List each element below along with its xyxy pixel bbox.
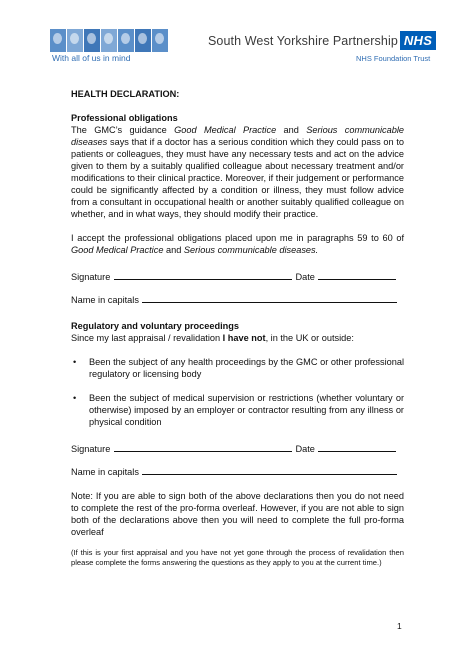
document-header [0, 0, 474, 70]
signature-row-2 [71, 442, 404, 455]
bullet-icon: • [73, 393, 77, 403]
trust-name: NHS Foundation Trust [356, 54, 431, 63]
acceptance-text [71, 232, 404, 256]
name-row-2 [71, 465, 404, 478]
list-item-text: Been the subject of medical supervision or restrictions (whether voluntary or otherwise) imposed by an employer or contractor resulting from any illness or physical condition [89, 393, 404, 427]
list-item [71, 356, 404, 380]
photo-tile [135, 29, 151, 52]
text-run: and [276, 125, 307, 135]
completion-note: Note: If you are able to sign both of the above declarations then you do not need to complete the rest of the pro-forma overleaf. However, if you are not able to sign both of the declarations above then you will need to complete the full pro-forma overleaf [71, 491, 404, 537]
declaration-list [71, 356, 404, 428]
guidance-title: Serious communicable diseases [71, 125, 404, 147]
list-item [71, 392, 404, 428]
text-run: I accept the professional obligations placed upon me in paragraphs 59 to 60 of [71, 233, 404, 243]
name-field[interactable] [142, 293, 397, 303]
photo-tile [101, 29, 117, 52]
nhs-logo: NHS [400, 31, 436, 50]
text-run: and [163, 245, 184, 255]
date-label: Date [295, 444, 315, 454]
page-title: HEALTH DECLARATION: [71, 89, 180, 99]
name-label: Name in capitals [71, 467, 139, 477]
page-number: 1 [397, 621, 402, 631]
text-run: The GMC’s guidance [71, 125, 175, 135]
signature-label: Signature [71, 444, 111, 454]
slogan: With all of us in mind [52, 53, 131, 63]
photo-tile [84, 29, 100, 52]
guidance-title: Good Medical Practice [71, 245, 164, 255]
name-label: Name in capitals [71, 295, 139, 305]
text-run: says that if a doctor has a serious condition which they could pass on to patients or colleagues, they must have any necessary tests and act on the advice given to them by a suitably qualified colleague about necessary treatment and/or modifications to their clinical practice. Moreover, if their judgement or performance could be significantly affected by a condition or illness, they must follow advice from a consultant in occupational health or another suitably qualified colleague on whether, and in what ways, they should modify their practice. [71, 137, 404, 219]
signature-row-1 [71, 270, 404, 283]
date-field[interactable] [318, 270, 396, 280]
date-field[interactable] [318, 442, 396, 452]
regulatory-intro [71, 332, 404, 344]
first-appraisal-note: (If this is your first appraisal and you have not yet gone through the process of revalidation then please complete the forms answering the questions as they apply to you at the current time.) [71, 548, 404, 567]
document-body [71, 88, 404, 568]
photo-tile [67, 29, 83, 52]
photo-tile [152, 29, 168, 52]
photo-tile [118, 29, 134, 52]
bullet-icon: • [73, 357, 77, 367]
text-run: Since my last appraisal / revalidation [71, 333, 223, 343]
text-run: , in the UK or outside: [265, 333, 354, 343]
guidance-title: Good Medical Practice [174, 125, 277, 135]
professional-obligations-heading: Professional obligations [71, 113, 178, 123]
date-label: Date [295, 272, 315, 282]
list-item-text: Been the subject of any health proceedings by the GMC or other professional regulatory or licensing body [89, 357, 404, 379]
name-field[interactable] [142, 465, 397, 475]
name-row-1 [71, 293, 404, 306]
regulatory-heading: Regulatory and voluntary proceedings [71, 321, 239, 331]
emphasis: I have not [222, 333, 266, 343]
organisation-name: South West Yorkshire Partnership [208, 34, 398, 48]
photo-tile [50, 29, 66, 52]
signature-field[interactable] [114, 270, 292, 280]
professional-obligations-text [71, 124, 404, 220]
signature-label: Signature [71, 272, 111, 282]
logo-photo-strip [50, 29, 168, 52]
signature-field[interactable] [114, 442, 292, 452]
guidance-title: Serious communicable diseases. [183, 245, 319, 255]
